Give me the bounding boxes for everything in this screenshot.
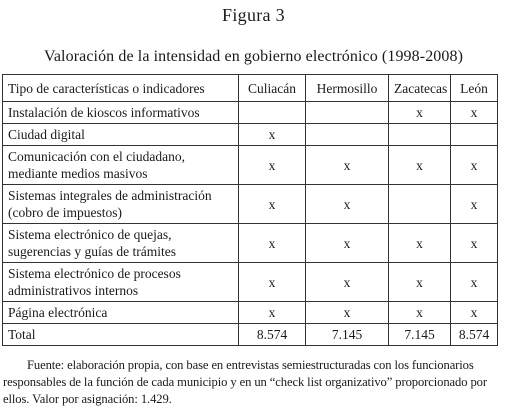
table-cell: x xyxy=(239,185,306,224)
table-cell xyxy=(389,124,451,146)
table-row xyxy=(3,185,498,224)
total-value: 8.574 xyxy=(239,324,306,346)
header-culiacan: Culiacán xyxy=(239,75,306,102)
row-label: Ciudad digital xyxy=(3,124,239,146)
table-cell: x xyxy=(451,224,498,263)
row-label: Comunicación con el ciudadano, mediante medios masivos xyxy=(3,146,239,185)
row-label: Instalación de kioscos informativos xyxy=(3,102,239,124)
table-cell: x xyxy=(451,302,498,324)
table-cell: x xyxy=(389,302,451,324)
table-cell: x xyxy=(451,263,498,302)
header-hermosillo: Hermosillo xyxy=(306,75,389,102)
header-zacatecas: Zacatecas xyxy=(389,75,451,102)
table-cell: x xyxy=(389,146,451,185)
table-row xyxy=(3,146,498,185)
table-cell: x xyxy=(239,263,306,302)
table-row xyxy=(3,224,498,263)
row-label: Sistema electrónico de procesos administrativos internos xyxy=(3,263,239,302)
table-cell xyxy=(451,124,498,146)
table-cell xyxy=(389,185,451,224)
evaluation-table xyxy=(2,74,498,346)
table-cell: x xyxy=(306,185,389,224)
table-cell: x xyxy=(389,102,451,124)
table-title: Valoración de la intensidad en gobierno electrónico (1998-2008) xyxy=(43,48,464,65)
header-leon: León xyxy=(451,75,498,102)
row-label: Página electrónica xyxy=(3,302,239,324)
table-cell: x xyxy=(239,224,306,263)
header-indicator: Tipo de características o indicadores xyxy=(3,75,239,102)
table-cell: x xyxy=(306,302,389,324)
table-cell xyxy=(306,124,389,146)
table-cell: x xyxy=(239,124,306,146)
table-cell: x xyxy=(239,302,306,324)
total-value: 7.145 xyxy=(306,324,389,346)
row-label: Sistemas integrales de administración (cobro de impuestos) xyxy=(3,185,239,224)
total-row xyxy=(3,324,498,346)
table-cell: x xyxy=(451,102,498,124)
table-cell: x xyxy=(389,224,451,263)
table-row xyxy=(3,263,498,302)
table-cell xyxy=(306,102,389,124)
table-cell: x xyxy=(306,146,389,185)
total-value: 7.145 xyxy=(389,324,451,346)
total-value: 8.574 xyxy=(451,324,498,346)
row-label: Sistema electrónico de quejas, sugerencias y guías de trámites xyxy=(3,224,239,263)
table-row xyxy=(3,124,498,146)
table-row xyxy=(3,302,498,324)
table-row xyxy=(3,102,498,124)
total-label: Total xyxy=(3,324,239,346)
table-header-row xyxy=(3,75,498,102)
figure-label: Figura 3 xyxy=(222,5,285,25)
table-cell: x xyxy=(239,146,306,185)
table-cell: x xyxy=(306,224,389,263)
table-cell: x xyxy=(306,263,389,302)
table-cell: x xyxy=(389,263,451,302)
source-note: Fuente: elaboración propia, con base en entrevistas semiestructuradas con los funcionarios responsables de la función de cada municipio y en un “check list organizativo” proporcionado por ellos. Valor por asignación: 1.429. xyxy=(3,358,487,406)
table-cell: x xyxy=(451,146,498,185)
table-cell xyxy=(239,102,306,124)
table-cell: x xyxy=(451,185,498,224)
